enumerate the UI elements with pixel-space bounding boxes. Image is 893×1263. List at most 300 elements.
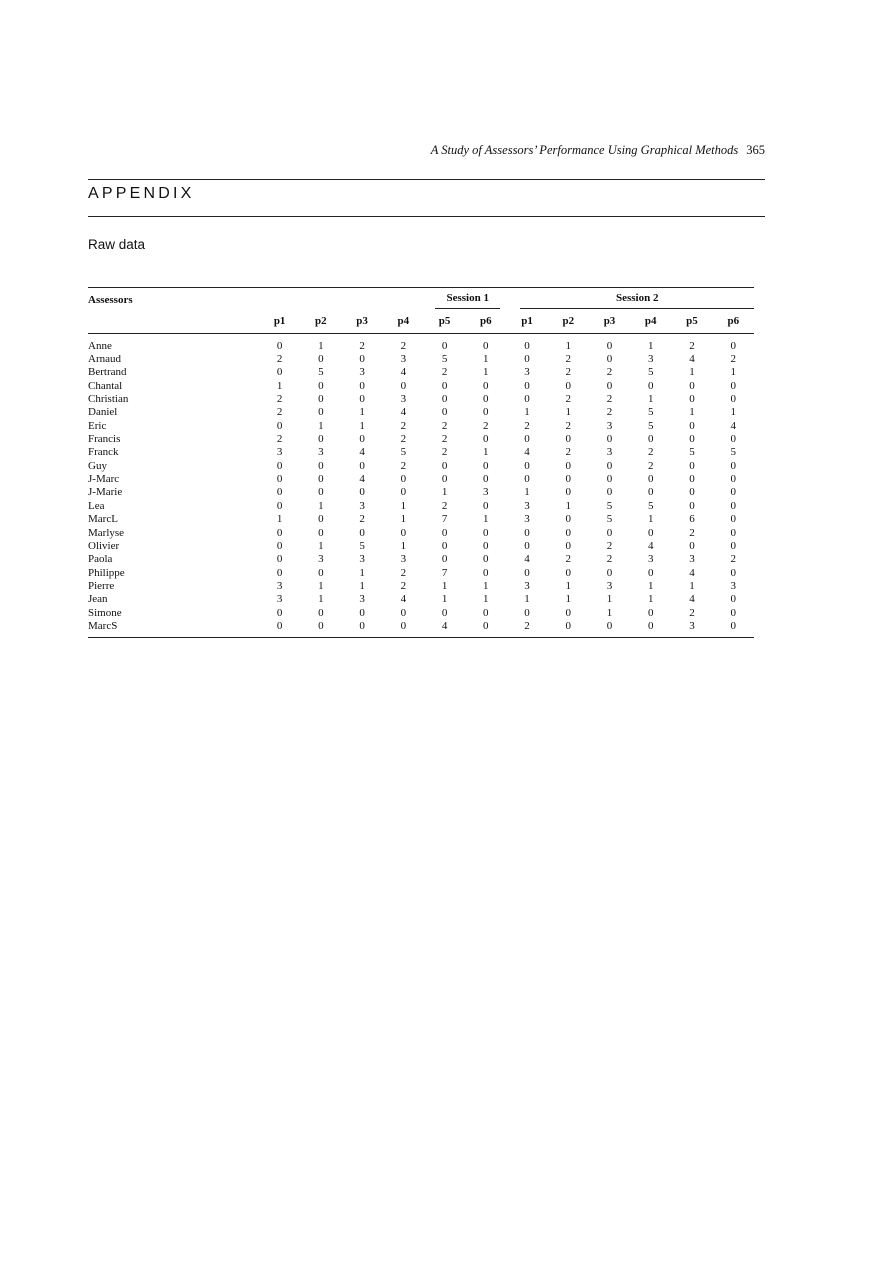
score-cell-s1-p4: 2 bbox=[400, 339, 407, 352]
score-cell-s2-p3: 2 bbox=[606, 539, 613, 552]
score-cell-s1-p5: 1 bbox=[441, 486, 448, 499]
score-cell-s2-p3: 0 bbox=[589, 620, 630, 638]
score-cell-s2-p4: 0 bbox=[630, 620, 671, 638]
table-row bbox=[88, 380, 754, 393]
score-cell-s2-p5: 3 bbox=[689, 553, 695, 566]
score-cell-s1-p4: 5 bbox=[400, 446, 407, 459]
score-cell-s2-p3: 0 bbox=[606, 473, 613, 486]
score-cell-s1-p6: 0 bbox=[483, 393, 489, 406]
table-row bbox=[88, 553, 754, 566]
score-cell-s2-p5: 4 bbox=[689, 353, 695, 366]
score-cell-s2-p2: 0 bbox=[565, 459, 572, 472]
score-cell-s1-p2: 0 bbox=[318, 606, 324, 619]
score-cell-s1-p5: 0 bbox=[441, 473, 448, 486]
score-cell-s2-p3: 0 bbox=[606, 526, 613, 539]
score-cell-s2-p1: 4 bbox=[524, 446, 530, 459]
score-cell-s1-p5: 1 bbox=[441, 579, 448, 592]
score-cell-s1-p2: 3 bbox=[318, 446, 324, 459]
score-cell-s1-p4: 0 bbox=[400, 526, 407, 539]
score-cell-s1-p3: 1 bbox=[359, 419, 365, 432]
score-cell-s1-p4: 0 bbox=[400, 486, 407, 499]
score-cell-s1-p4: 1 bbox=[400, 513, 407, 526]
score-cell-s2-p1: 3 bbox=[524, 366, 530, 379]
score-cell-s2-p4: 1 bbox=[647, 593, 654, 606]
assessor-name: Christian bbox=[88, 393, 129, 406]
score-cell-s2-p5: 0 bbox=[689, 539, 695, 552]
score-cell-s1-p2: 0 bbox=[318, 393, 324, 406]
product-header-blank bbox=[88, 312, 259, 333]
assessor-name: Lea bbox=[88, 499, 105, 512]
score-cell-s2-p5: 1 bbox=[689, 406, 695, 419]
product-header-row bbox=[88, 312, 754, 333]
product-header-s1-p5: p5 bbox=[424, 312, 465, 333]
assessor-name: Olivier bbox=[88, 539, 120, 552]
score-cell-s2-p1: 0 bbox=[524, 606, 530, 619]
score-cell-s1-p6: 0 bbox=[483, 539, 489, 552]
product-header-s1-p3: p3 bbox=[341, 312, 382, 333]
score-cell-s1-p3: 0 bbox=[359, 379, 365, 392]
score-cell-s1-p3: 4 bbox=[359, 446, 365, 459]
score-cell-s2-p5: 4 bbox=[689, 593, 695, 606]
table-row bbox=[88, 513, 754, 526]
score-cell-s2-p4: 1 bbox=[647, 339, 654, 352]
score-cell-s2-p4: 2 bbox=[647, 446, 654, 459]
assessor-name: Chantal bbox=[88, 379, 123, 392]
session-1-header: Session 1 bbox=[259, 288, 506, 313]
score-cell-s2-p4: 5 bbox=[647, 499, 654, 512]
score-cell-s2-p4: 0 bbox=[647, 433, 654, 446]
score-cell-s1-p5: 0 bbox=[441, 526, 448, 539]
score-cell-s2-p5: 0 bbox=[689, 393, 695, 406]
score-cell-s2-p4: 4 bbox=[647, 539, 654, 552]
score-cell-s1-p3: 3 bbox=[359, 553, 365, 566]
score-cell-s1-p1: 0 bbox=[276, 419, 283, 432]
score-cell-s1-p1: 0 bbox=[276, 526, 283, 539]
score-cell-s1-p3: 1 bbox=[359, 566, 365, 579]
table-row bbox=[88, 333, 754, 353]
score-cell-s1-p1: 0 bbox=[276, 499, 283, 512]
score-cell-s1-p3: 5 bbox=[359, 539, 365, 552]
score-cell-s2-p3: 3 bbox=[606, 446, 613, 459]
score-cell-s1-p2: 1 bbox=[318, 579, 324, 592]
score-cell-s1-p3: 1 bbox=[359, 579, 365, 592]
table-row bbox=[88, 366, 754, 379]
score-cell-s1-p5: 0 bbox=[441, 606, 448, 619]
score-cell-s2-p5: 1 bbox=[689, 366, 695, 379]
score-cell-s2-p2: 0 bbox=[565, 539, 572, 552]
score-cell-s1-p1: 0 bbox=[276, 473, 283, 486]
assessor-name: Eric bbox=[88, 419, 107, 432]
score-cell-s2-p6: 3 bbox=[730, 579, 737, 592]
product-header-s2-p5: p5 bbox=[671, 312, 712, 333]
score-cell-s2-p5: 0 bbox=[689, 379, 695, 392]
score-cell-s1-p5: 0 bbox=[441, 379, 448, 392]
score-cell-s2-p6: 0 bbox=[730, 459, 737, 472]
score-cell-s1-p4: 1 bbox=[400, 539, 407, 552]
table-row bbox=[88, 486, 754, 499]
table-row bbox=[88, 420, 754, 433]
score-cell-s2-p2: 2 bbox=[565, 353, 572, 366]
score-cell-s2-p4: 1 bbox=[647, 393, 654, 406]
score-cell-s1-p2: 0 bbox=[318, 526, 324, 539]
score-cell-s2-p5: 3 bbox=[671, 620, 712, 638]
score-cell-s1-p6: 1 bbox=[483, 579, 489, 592]
score-cell-s2-p6: 5 bbox=[730, 446, 737, 459]
score-cell-s1-p6: 1 bbox=[483, 353, 489, 366]
score-cell-s2-p1: 0 bbox=[524, 353, 530, 366]
assessor-name: MarcL bbox=[88, 513, 118, 526]
score-cell-s2-p3: 2 bbox=[606, 393, 613, 406]
score-cell-s2-p3: 1 bbox=[606, 606, 613, 619]
score-cell-s1-p4: 2 bbox=[400, 419, 407, 432]
score-cell-s2-p4: 0 bbox=[647, 606, 654, 619]
score-cell-s1-p6: 1 bbox=[483, 446, 489, 459]
score-cell-s2-p4: 1 bbox=[647, 579, 654, 592]
score-cell-s1-p4: 3 bbox=[400, 393, 407, 406]
score-cell-s1-p2: 0 bbox=[318, 459, 324, 472]
score-cell-s2-p5: 0 bbox=[689, 419, 695, 432]
score-cell-s2-p5: 1 bbox=[689, 579, 695, 592]
score-cell-s1-p2: 0 bbox=[318, 353, 324, 366]
score-cell-s2-p5: 0 bbox=[689, 486, 695, 499]
score-cell-s2-p6: 0 bbox=[730, 339, 737, 352]
score-cell-s1-p2: 0 bbox=[318, 379, 324, 392]
table-body bbox=[88, 333, 754, 638]
assessor-name: Pierre bbox=[88, 579, 115, 592]
table-row bbox=[88, 353, 754, 366]
assessor-name: J-Marc bbox=[88, 473, 120, 486]
score-cell-s2-p2: 0 bbox=[565, 379, 572, 392]
score-cell-s1-p2: 1 bbox=[318, 339, 324, 352]
score-cell-s1-p5: 0 bbox=[441, 406, 448, 419]
score-cell-s2-p3: 3 bbox=[606, 419, 613, 432]
product-header-s1-p2: p2 bbox=[300, 312, 341, 333]
score-cell-s1-p2: 0 bbox=[318, 513, 324, 526]
score-cell-s2-p3: 0 bbox=[606, 433, 613, 446]
score-cell-s2-p6: 2 bbox=[730, 553, 737, 566]
score-cell-s2-p4: 5 bbox=[647, 406, 654, 419]
score-cell-s2-p3: 1 bbox=[606, 593, 613, 606]
score-cell-s1-p3: 3 bbox=[359, 366, 365, 379]
score-cell-s2-p1: 1 bbox=[524, 486, 530, 499]
table-row bbox=[88, 446, 754, 459]
score-cell-s1-p2: 1 bbox=[318, 593, 324, 606]
assessor-name: Guy bbox=[88, 459, 107, 472]
score-cell-s1-p6: 1 bbox=[483, 593, 489, 606]
table-row bbox=[88, 527, 754, 540]
score-cell-s2-p4: 0 bbox=[647, 473, 654, 486]
score-cell-s1-p4: 2 bbox=[400, 579, 407, 592]
header-rule bbox=[88, 179, 765, 180]
score-cell-s2-p5: 6 bbox=[689, 513, 695, 526]
score-cell-s2-p3: 0 bbox=[606, 339, 613, 352]
score-cell-s1-p4: 2 bbox=[400, 566, 407, 579]
score-cell-s1-p6: 0 bbox=[483, 566, 489, 579]
score-cell-s2-p5: 0 bbox=[689, 499, 695, 512]
score-cell-s2-p6: 0 bbox=[730, 539, 737, 552]
table-row bbox=[88, 473, 754, 486]
score-cell-s2-p1: 2 bbox=[506, 620, 547, 638]
product-header-s1-p4: p4 bbox=[383, 312, 424, 333]
score-cell-s2-p2: 0 bbox=[565, 486, 572, 499]
table-row bbox=[88, 460, 754, 473]
score-cell-s1-p3: 0 bbox=[341, 620, 382, 638]
score-cell-s1-p6: 1 bbox=[483, 366, 489, 379]
table-row bbox=[88, 593, 754, 606]
score-cell-s2-p6: 0 bbox=[713, 620, 754, 638]
score-cell-s1-p2: 5 bbox=[318, 366, 324, 379]
score-cell-s2-p1: 0 bbox=[524, 433, 530, 446]
score-cell-s1-p2: 1 bbox=[318, 499, 324, 512]
score-cell-s2-p6: 1 bbox=[730, 406, 737, 419]
score-cell-s2-p1: 0 bbox=[524, 526, 530, 539]
score-cell-s1-p1: 1 bbox=[276, 379, 283, 392]
score-cell-s2-p3: 5 bbox=[606, 513, 613, 526]
score-cell-s1-p6: 0 bbox=[483, 339, 489, 352]
table-row bbox=[88, 580, 754, 593]
score-cell-s1-p2: 3 bbox=[318, 553, 324, 566]
score-cell-s1-p1: 3 bbox=[276, 593, 283, 606]
score-cell-s1-p3: 1 bbox=[359, 406, 365, 419]
score-cell-s1-p4: 3 bbox=[400, 553, 407, 566]
score-cell-s2-p6: 1 bbox=[730, 366, 737, 379]
assessor-name: Philippe bbox=[88, 566, 125, 579]
score-cell-s1-p3: 0 bbox=[359, 486, 365, 499]
score-cell-s1-p6: 0 bbox=[483, 499, 489, 512]
assessor-name: J-Marie bbox=[88, 486, 123, 499]
session-header-row bbox=[88, 288, 754, 313]
score-cell-s1-p5: 2 bbox=[441, 366, 448, 379]
score-cell-s1-p5: 2 bbox=[441, 446, 448, 459]
score-cell-s2-p2: 2 bbox=[565, 553, 572, 566]
assessor-name: Daniel bbox=[88, 406, 118, 419]
score-cell-s2-p1: 0 bbox=[524, 539, 530, 552]
assessor-name: Franck bbox=[88, 446, 119, 459]
score-cell-s2-p1: 3 bbox=[524, 513, 530, 526]
score-cell-s1-p1: 0 bbox=[259, 620, 300, 638]
score-cell-s1-p3: 0 bbox=[359, 606, 365, 619]
score-cell-s1-p6: 3 bbox=[483, 486, 489, 499]
score-cell-s2-p6: 0 bbox=[730, 526, 737, 539]
score-cell-s2-p1: 4 bbox=[524, 553, 530, 566]
score-cell-s1-p3: 3 bbox=[359, 499, 365, 512]
score-cell-s1-p4: 2 bbox=[400, 433, 407, 446]
assessors-column-header: Assessors bbox=[88, 288, 259, 313]
score-cell-s2-p2: 1 bbox=[565, 406, 572, 419]
score-cell-s1-p4: 0 bbox=[383, 620, 424, 638]
score-cell-s2-p2: 1 bbox=[565, 593, 572, 606]
score-cell-s2-p4: 0 bbox=[647, 486, 654, 499]
score-cell-s2-p5: 4 bbox=[689, 566, 695, 579]
score-cell-s1-p5: 0 bbox=[441, 339, 448, 352]
score-cell-s1-p3: 0 bbox=[359, 393, 365, 406]
score-cell-s1-p3: 0 bbox=[359, 526, 365, 539]
score-cell-s2-p6: 0 bbox=[730, 566, 737, 579]
score-cell-s1-p4: 4 bbox=[400, 593, 407, 606]
score-cell-s2-p6: 4 bbox=[730, 419, 737, 432]
table-row bbox=[88, 433, 754, 446]
score-cell-s2-p4: 3 bbox=[647, 353, 654, 366]
score-cell-s1-p3: 2 bbox=[359, 513, 365, 526]
running-head-title: A Study of Assessors’ Performance Using Graphical Methods bbox=[430, 143, 739, 157]
score-cell-s2-p4: 5 bbox=[647, 366, 654, 379]
score-cell-s2-p2: 2 bbox=[565, 419, 572, 432]
score-cell-s2-p6: 0 bbox=[730, 593, 737, 606]
score-cell-s1-p1: 1 bbox=[276, 513, 283, 526]
running-head bbox=[88, 143, 765, 158]
score-cell-s1-p6: 0 bbox=[483, 433, 489, 446]
score-cell-s1-p6: 0 bbox=[483, 553, 489, 566]
score-cell-s2-p2: 2 bbox=[565, 393, 572, 406]
score-cell-s2-p2: 0 bbox=[565, 473, 572, 486]
score-cell-s2-p3: 2 bbox=[606, 553, 613, 566]
score-cell-s1-p5: 2 bbox=[441, 433, 448, 446]
score-cell-s1-p1: 0 bbox=[276, 459, 283, 472]
score-cell-s1-p6: 0 bbox=[483, 379, 489, 392]
score-cell-s1-p3: 2 bbox=[359, 339, 365, 352]
table-row bbox=[88, 607, 754, 620]
score-cell-s2-p2: 2 bbox=[565, 366, 572, 379]
product-header-s2-p3: p3 bbox=[589, 312, 630, 333]
score-cell-s2-p1: 0 bbox=[524, 339, 530, 352]
assessor-name: Arnaud bbox=[88, 353, 121, 366]
score-cell-s2-p3: 2 bbox=[606, 406, 613, 419]
score-cell-s1-p6: 0 bbox=[483, 606, 489, 619]
score-cell-s1-p5: 4 bbox=[424, 620, 465, 638]
score-cell-s1-p2: 0 bbox=[300, 620, 341, 638]
score-cell-s1-p2: 0 bbox=[318, 433, 324, 446]
table-row bbox=[88, 567, 754, 580]
score-cell-s1-p3: 0 bbox=[359, 353, 365, 366]
raw-data-table bbox=[88, 287, 754, 638]
score-cell-s2-p3: 3 bbox=[606, 579, 613, 592]
score-cell-s2-p6: 0 bbox=[730, 499, 737, 512]
score-cell-s1-p2: 0 bbox=[318, 406, 324, 419]
score-cell-s2-p5: 0 bbox=[689, 459, 695, 472]
score-cell-s2-p3: 0 bbox=[606, 566, 613, 579]
score-cell-s2-p1: 0 bbox=[524, 459, 530, 472]
assessor-name: Paola bbox=[88, 553, 113, 566]
score-cell-s1-p5: 2 bbox=[441, 419, 448, 432]
score-cell-s2-p1: 1 bbox=[524, 406, 530, 419]
page-number: 365 bbox=[746, 143, 765, 157]
assessor-name: Jean bbox=[88, 593, 108, 606]
score-cell-s2-p5: 5 bbox=[689, 446, 695, 459]
score-cell-s1-p4: 4 bbox=[400, 406, 407, 419]
score-cell-s2-p6: 0 bbox=[730, 393, 737, 406]
score-cell-s1-p2: 0 bbox=[318, 486, 324, 499]
score-cell-s1-p1: 2 bbox=[276, 353, 283, 366]
score-cell-s1-p4: 0 bbox=[400, 606, 407, 619]
score-cell-s2-p1: 3 bbox=[524, 579, 530, 592]
score-cell-s1-p1: 0 bbox=[276, 339, 283, 352]
score-cell-s1-p1: 0 bbox=[276, 486, 283, 499]
score-cell-s2-p2: 0 bbox=[565, 433, 572, 446]
score-cell-s1-p5: 0 bbox=[441, 539, 448, 552]
score-cell-s1-p5: 7 bbox=[441, 513, 448, 526]
score-cell-s2-p6: 0 bbox=[730, 379, 737, 392]
score-cell-s1-p4: 0 bbox=[400, 473, 407, 486]
score-cell-s2-p3: 0 bbox=[606, 379, 613, 392]
score-cell-s2-p1: 0 bbox=[524, 393, 530, 406]
score-cell-s1-p3: 0 bbox=[359, 459, 365, 472]
score-cell-s2-p6: 0 bbox=[730, 606, 737, 619]
table-row bbox=[88, 406, 754, 419]
score-cell-s1-p1: 0 bbox=[276, 606, 283, 619]
appendix-heading: APPENDIX bbox=[88, 185, 195, 202]
score-cell-s2-p5: 0 bbox=[689, 473, 695, 486]
score-cell-s2-p6: 0 bbox=[730, 486, 737, 499]
score-cell-s2-p4: 3 bbox=[647, 553, 654, 566]
score-cell-s2-p4: 0 bbox=[647, 566, 654, 579]
score-cell-s1-p5: 5 bbox=[441, 353, 448, 366]
table-row bbox=[88, 620, 754, 638]
score-cell-s1-p1: 3 bbox=[276, 579, 283, 592]
score-cell-s1-p6: 0 bbox=[483, 406, 489, 419]
score-cell-s2-p1: 2 bbox=[524, 419, 530, 432]
score-cell-s2-p2: 0 bbox=[565, 606, 572, 619]
score-cell-s1-p3: 4 bbox=[359, 473, 365, 486]
score-cell-s1-p5: 0 bbox=[441, 459, 448, 472]
score-cell-s1-p1: 2 bbox=[276, 406, 283, 419]
score-cell-s1-p1: 2 bbox=[276, 393, 283, 406]
score-cell-s2-p2: 1 bbox=[565, 339, 572, 352]
score-cell-s1-p5: 7 bbox=[441, 566, 448, 579]
score-cell-s1-p4: 4 bbox=[400, 366, 407, 379]
score-cell-s2-p4: 1 bbox=[647, 513, 654, 526]
score-cell-s2-p2: 0 bbox=[565, 566, 572, 579]
score-cell-s2-p4: 0 bbox=[647, 526, 654, 539]
score-cell-s2-p3: 0 bbox=[606, 459, 613, 472]
product-header-s1-p1: p1 bbox=[259, 312, 300, 333]
score-cell-s2-p3: 0 bbox=[606, 486, 613, 499]
score-cell-s2-p3: 0 bbox=[606, 353, 613, 366]
score-cell-s1-p6: 0 bbox=[483, 473, 489, 486]
score-cell-s2-p3: 2 bbox=[606, 366, 613, 379]
product-header-s2-p4: p4 bbox=[630, 312, 671, 333]
product-header-s2-p2: p2 bbox=[548, 312, 589, 333]
score-cell-s2-p2: 0 bbox=[565, 526, 572, 539]
score-cell-s1-p4: 2 bbox=[400, 459, 407, 472]
score-cell-s1-p1: 3 bbox=[276, 446, 283, 459]
score-cell-s1-p5: 0 bbox=[441, 553, 448, 566]
assessor-name: Simone bbox=[88, 606, 122, 619]
score-cell-s1-p1: 2 bbox=[276, 433, 283, 446]
score-cell-s2-p5: 2 bbox=[689, 339, 695, 352]
assessor-name: Bertrand bbox=[88, 366, 127, 379]
assessor-name: MarcS bbox=[88, 620, 259, 638]
score-cell-s2-p6: 0 bbox=[730, 513, 737, 526]
score-cell-s1-p3: 3 bbox=[359, 593, 365, 606]
score-cell-s1-p1: 0 bbox=[276, 553, 283, 566]
score-cell-s1-p1: 0 bbox=[276, 366, 283, 379]
score-cell-s1-p4: 1 bbox=[400, 499, 407, 512]
score-cell-s1-p2: 1 bbox=[318, 419, 324, 432]
session-2-header: Session 2 bbox=[506, 288, 754, 313]
assessor-name: Marlyse bbox=[88, 526, 125, 539]
score-cell-s2-p6: 0 bbox=[730, 473, 737, 486]
score-cell-s1-p4: 3 bbox=[400, 353, 407, 366]
score-cell-s2-p4: 2 bbox=[647, 459, 654, 472]
score-cell-s2-p5: 0 bbox=[689, 433, 695, 446]
score-cell-s1-p5: 1 bbox=[441, 593, 448, 606]
score-cell-s1-p6: 0 bbox=[483, 526, 489, 539]
score-cell-s2-p1: 3 bbox=[524, 499, 530, 512]
score-cell-s2-p3: 5 bbox=[606, 499, 613, 512]
table-row bbox=[88, 393, 754, 406]
score-cell-s1-p6: 0 bbox=[465, 620, 506, 638]
score-cell-s2-p4: 0 bbox=[647, 379, 654, 392]
